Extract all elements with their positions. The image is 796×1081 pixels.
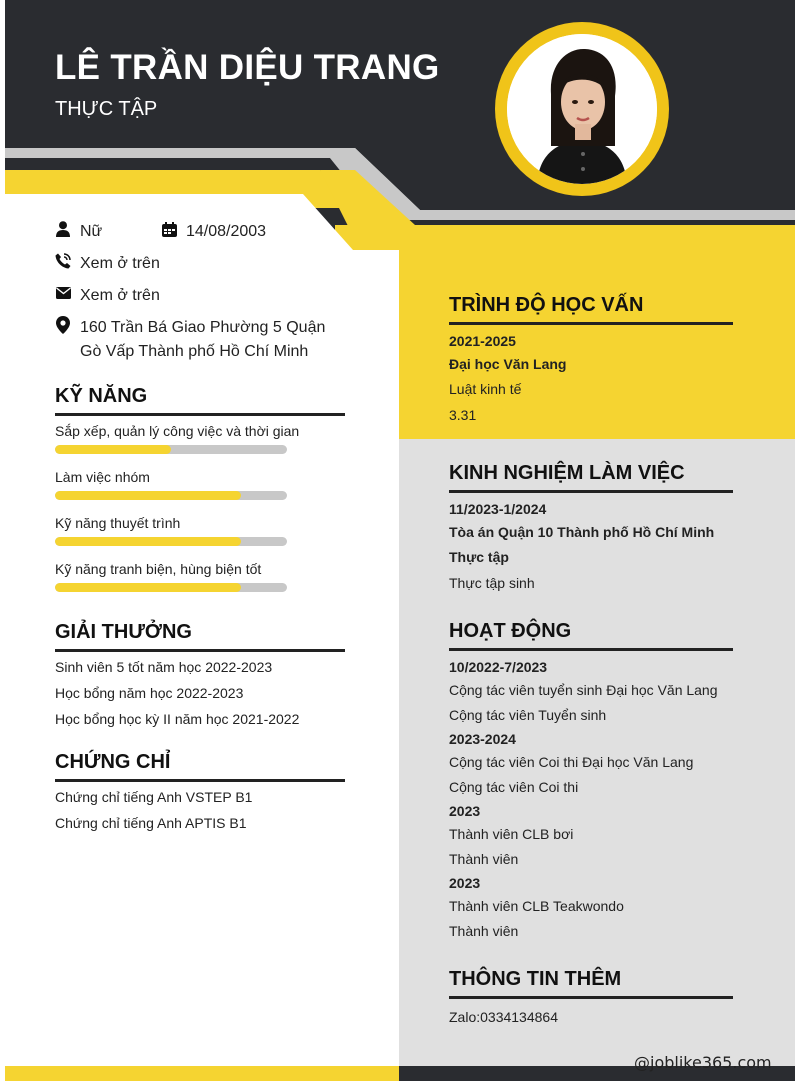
phone-row xyxy=(55,252,160,276)
experience-description: Thực tập sinh xyxy=(449,575,535,591)
address-value xyxy=(80,316,325,364)
certificates-title: CHỨNG CHỈ xyxy=(55,751,171,773)
additional-title: THÔNG TIN THÊM xyxy=(449,968,622,990)
footer-left-bar xyxy=(5,1066,399,1081)
skill-bar xyxy=(55,491,287,500)
activity-organization: Thành viên CLB Teakwondo xyxy=(449,898,624,914)
experience-period: 11/2023-1/2024 xyxy=(449,501,547,517)
awards-divider xyxy=(55,649,345,652)
experience-divider xyxy=(449,490,733,493)
activity-period: 10/2022-7/2023 xyxy=(449,659,548,675)
activity-role: Cộng tác viên Tuyển sinh xyxy=(449,707,607,723)
skill-bar-fill xyxy=(55,583,241,592)
left-white-filler xyxy=(350,250,399,280)
activity-organization: Cộng tác viên tuyển sinh Đại học Văn Lang xyxy=(449,682,718,698)
gender-row xyxy=(55,220,102,244)
skills-title: KỸ NĂNG xyxy=(55,385,148,407)
envelope-icon xyxy=(55,284,71,302)
skill-bar xyxy=(55,583,287,592)
skills-divider xyxy=(55,413,345,416)
skill-label: Kỹ năng tranh biện, hùng biện tốt xyxy=(55,561,262,577)
activity-organization: Thành viên CLB bơi xyxy=(449,826,574,842)
phone-value: Xem ở trên xyxy=(80,255,160,272)
phone-icon xyxy=(55,252,71,270)
skill-bar-fill xyxy=(55,537,241,546)
experience-position: Thực tập xyxy=(449,549,509,565)
activity-role: Thành viên xyxy=(449,851,519,867)
job-title: THỰC TẬP xyxy=(55,98,158,120)
activity-period: 2023 xyxy=(449,875,481,891)
birthdate-value: 14/08/2003 xyxy=(186,223,267,240)
gender-value: Nữ xyxy=(80,223,103,240)
email-row xyxy=(55,284,160,308)
activity-period: 2023-2024 xyxy=(449,731,516,747)
education-title: TRÌNH ĐỘ HỌC VẤN xyxy=(449,294,644,316)
address-line-1: 160 Trần Bá Giao Phường 5 Quận xyxy=(80,319,326,336)
skill-label: Làm việc nhóm xyxy=(55,469,150,485)
cv-page xyxy=(5,0,795,1081)
avatar xyxy=(495,22,669,196)
award-item: Sinh viên 5 tốt năm học 2022-2023 xyxy=(55,659,273,675)
skill-bar xyxy=(55,445,287,454)
awards-title: GIẢI THƯỞNG xyxy=(55,621,192,643)
candidate-name: LÊ TRẦN DIỆU TRANG xyxy=(55,48,440,87)
education-divider xyxy=(449,322,733,325)
calendar-icon xyxy=(161,220,177,238)
skill-bar-fill xyxy=(55,491,241,500)
education-gpa: 3.31 xyxy=(449,407,477,423)
address-row xyxy=(55,316,325,364)
watermark: @joblike365.com xyxy=(634,1053,772,1072)
diagonal-white xyxy=(295,194,405,254)
certificates-divider xyxy=(55,779,345,782)
experience-title: KINH NGHIỆM LÀM VIỆC xyxy=(449,462,685,484)
activity-role: Cộng tác viên Coi thi xyxy=(449,779,579,795)
education-period: 2021-2025 xyxy=(449,333,516,349)
activity-role: Thành viên xyxy=(449,923,519,939)
additional-text: Zalo:0334134864 xyxy=(449,1009,558,1025)
avatar-photo xyxy=(507,34,657,184)
activities-divider xyxy=(449,648,733,651)
certificate-item: Chứng chỉ tiếng Anh VSTEP B1 xyxy=(55,789,253,805)
skill-bar-fill xyxy=(55,445,171,454)
location-pin-icon xyxy=(55,316,71,334)
skill-bar xyxy=(55,537,287,546)
skill-label: Sắp xếp, quản lý công việc và thời gian xyxy=(55,423,300,439)
education-major: Luật kinh tế xyxy=(449,381,522,397)
birthdate-row xyxy=(161,220,266,244)
email-value: Xem ở trên xyxy=(80,287,160,304)
education-school: Đại học Văn Lang xyxy=(449,356,567,372)
activity-period: 2023 xyxy=(449,803,481,819)
user-icon xyxy=(55,220,71,238)
activities-title: HOẠT ĐỘNG xyxy=(449,620,572,642)
award-item: Học bổng năm học 2022-2023 xyxy=(55,685,244,701)
address-line-2: Gò Vấp Thành phố Hồ Chí Minh xyxy=(80,343,309,360)
certificate-item: Chứng chỉ tiếng Anh APTIS B1 xyxy=(55,815,247,831)
skill-label: Kỹ năng thuyết trình xyxy=(55,515,181,531)
additional-divider xyxy=(449,996,733,999)
award-item: Học bổng học kỳ II năm học 2021-2022 xyxy=(55,711,300,727)
activity-organization: Cộng tác viên Coi thi Đại học Văn Lang xyxy=(449,754,694,770)
experience-company: Tòa án Quận 10 Thành phố Hồ Chí Minh xyxy=(449,524,715,540)
